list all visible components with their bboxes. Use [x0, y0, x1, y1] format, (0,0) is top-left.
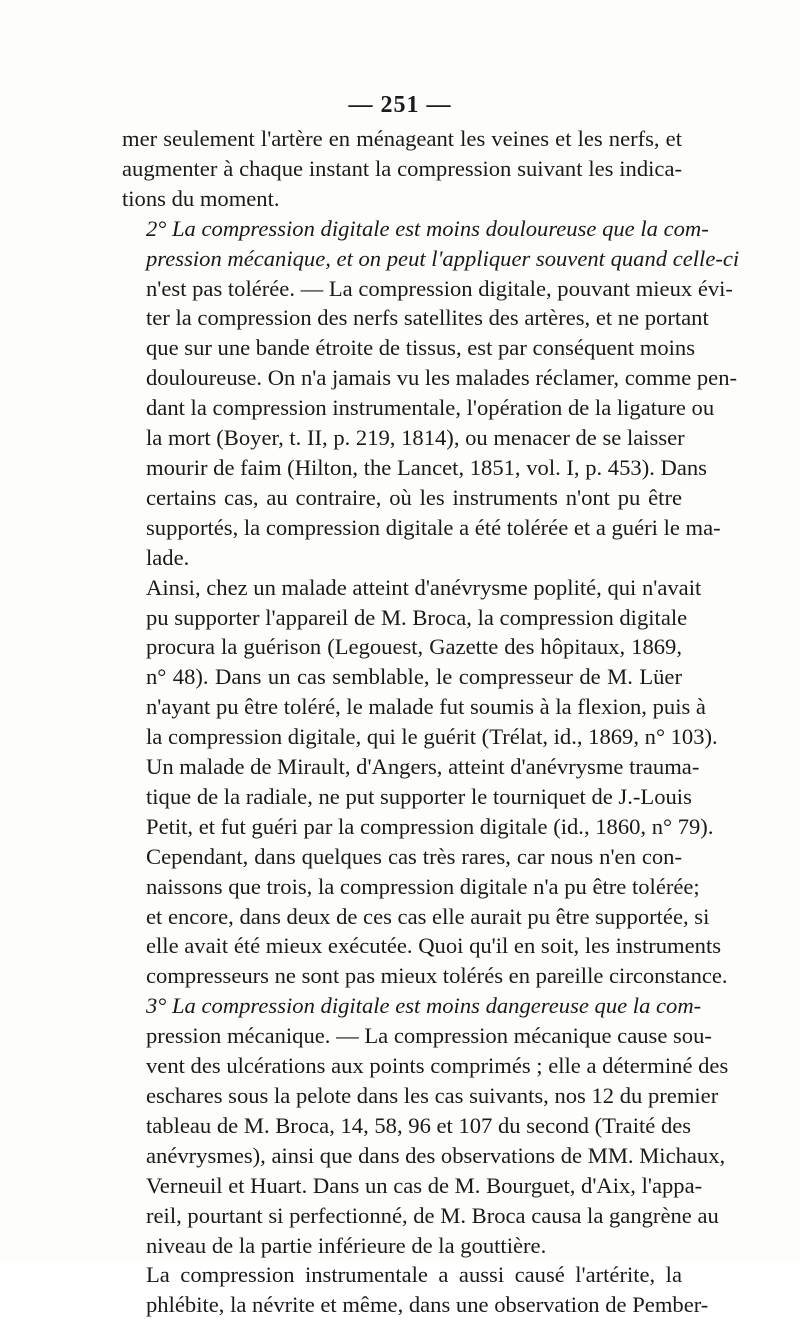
paragraph-6 [122, 1260, 709, 1320]
text-line: n'est pas tolérée. — La compression digitale, pouvant mieux évi- [146, 275, 733, 301]
text-line: tableau de M. Broca, 14, 58, 96 et 107 du second (Traité des [146, 1112, 692, 1138]
text-line: compresseurs ne sont pas mieux tolérés en pareille circonstance. [146, 963, 728, 989]
text-line: pu supporter l'appareil de M. Broca, la compression digitale [146, 604, 688, 630]
text-line: et encore, dans deux de ces cas elle aurait pu être supportée, si [146, 903, 710, 929]
text-line: eschares sous la pelote dans les cas suivants, nos 12 du premier [146, 1083, 719, 1108]
text-line: augmenter à chaque instant la compression suivant les indica- [122, 155, 682, 181]
text-line: Petit, et fut guéri par la compression digitale (id., 1860, n° 79). [146, 813, 714, 839]
text-line: elle avait été mieux exécutée. Quoi qu'il en soit, les instruments [146, 933, 722, 959]
text-line: la compression digitale, qui le guérit (Trélat, id., 1869, n° 103). [146, 724, 718, 750]
text-line: la mort (Boyer, t. II, p. 219, 1814), ou menacer de se laisser [146, 425, 685, 451]
text-line: procura la guérison (Legouest, Gazette des hôpitaux, 1869, [146, 634, 682, 660]
paragraph-3 [122, 573, 718, 842]
text-line: pression mécanique. — La compression mécanique cause sou- [146, 1023, 712, 1049]
text-line: phlébite, la névrite et même, dans une observation de Pember- [146, 1292, 709, 1318]
text-line: lade. [146, 544, 190, 570]
text-line: tions du moment. [122, 185, 280, 211]
text-line: anévrysmes), ainsi que dans des observations de MM. Michaux, [146, 1142, 726, 1168]
text-line: supportés, la compression digitale a été tolérée et a guéri le ma- [146, 514, 721, 540]
text-line: niveau de la partie inférieure de la gouttière. [146, 1232, 547, 1258]
paragraph-4 [122, 842, 728, 992]
text-line: Cependant, dans quelques cas très rares, car nous n'en con- [146, 843, 682, 869]
text-line: naissons que trois, la compression digitale n'a pu être tolérée; [146, 873, 700, 899]
paragraph-2 [122, 214, 740, 573]
text-line: Ainsi, chez un malade atteint d'anévrysme poplité, qui n'avait [146, 574, 702, 600]
text-line: Verneuil et Huart. Dans un cas de M. Bourguet, d'Aix, l'appa- [146, 1172, 703, 1198]
paragraph-1 [122, 124, 682, 214]
page-number: — 251 — [348, 92, 452, 118]
text-line: Un malade de Mirault, d'Angers, atteint d'anévrysme trauma- [146, 754, 700, 780]
text-line: reil, pourtant si perfectionné, de M. Broca causa la gangrène au [146, 1202, 719, 1228]
text-line: pression mécanique, et on peut l'appliquer souvent quand celle-ci [146, 245, 740, 271]
text-line: que sur une bande étroite de tissus, est par conséquent moins [146, 335, 696, 361]
text-line: mourir de faim (Hilton, the Lancet, 1851, vol. I, p. 453). Dans [146, 454, 707, 480]
text-line: dant la compression instrumentale, l'opération de la ligature ou [146, 395, 715, 421]
text-line: vent des ulcérations aux points comprimés ; elle a déterminé des [146, 1053, 729, 1079]
paragraph-5 [122, 991, 729, 1260]
text-line: mer seulement l'artère en ménageant les veines et les nerfs, et [122, 126, 682, 151]
text-line: 2° La compression digitale est moins douloureuse que la com- [146, 215, 709, 241]
text-line: ter la compression des nerfs satellites des artères, et ne portant [146, 305, 709, 331]
text-line: certains cas, au contraire, où les instruments n'ont pu être [146, 484, 682, 510]
text-line: douloureuse. On n'a jamais vu les malades réclamer, comme pen- [146, 365, 738, 391]
body-text [122, 124, 740, 1320]
text-line: tique de la radiale, ne put supporter le tourniquet de J.-Louis [146, 783, 692, 809]
text-line: La compression instrumentale a aussi causé l'artérite, la [146, 1262, 682, 1288]
text-line: n'ayant pu être toléré, le malade fut soumis à la flexion, puis à [146, 694, 706, 720]
text-line: 3° La compression digitale est moins dangereuse que la com- [146, 993, 702, 1019]
text-line: n° 48). Dans un cas semblable, le compresseur de M. Lüer [146, 664, 682, 690]
